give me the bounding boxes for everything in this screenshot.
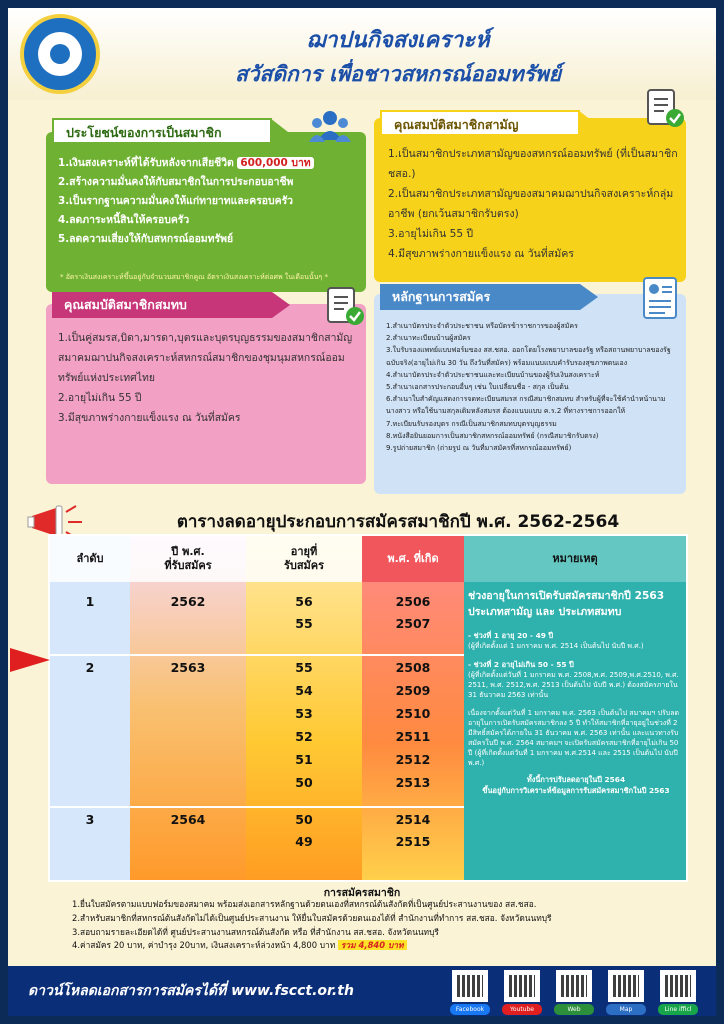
remarks-range-1-detail: (ผู้ที่เกิดตั้งแต่ 1 มกราคม พ.ศ. 2514 เป็นต้นไป นับปี พ.ศ.) [468, 642, 644, 650]
list-item: 1.เป็นคู่สมรส,บิดา,มารดา,บุตรและบุตรบุญธรรมของสมาชิกสามัญสมาคมฌาปนกิจสงเคราะห์สหกรณ์สมาชิกของชุมนุมสหกรณ์ออมทรัพย์แห่งประเทศไทย [58, 332, 353, 384]
row-divider [50, 806, 464, 808]
remarks-range-1: - ช่วงที่ 1 อายุ 20 - 49 ปี [468, 631, 554, 640]
associate-heading: คุณสมบัติสมาชิกสมทบ [52, 292, 272, 318]
row-rank: 3 [85, 812, 95, 827]
document-form-icon [638, 276, 682, 320]
line-qr-code-icon[interactable] [660, 970, 696, 1002]
poster [8, 8, 716, 1016]
list-item: 3.มีสุขภาพร่างกายแข็งแรง ณ วันที่สมัคร [58, 412, 241, 424]
list-item: 8.หนังสือยินยอมการเป็นสมาชิกสหกรณ์ออมทรัพย์ (กรณีสมาชิกรับตรง) [386, 431, 599, 440]
table-title: ตารางลดอายุประกอบการสมัครสมาชิกปี พ.ศ. 2562-2564 [176, 512, 620, 532]
list-item: 6.สำเนาใบสำคัญแสดงการจดทะเบียนสมรส กรณีสมาชิกสมทบ สำหรับผู้ที่จะใช้คำนำหน้านาม นางสาว หรือใช้นามสกุลเดิมหลังสมรส ต้องแนบแบบ ค.ร.2 ที่ทางราชการออกให้ [386, 395, 666, 416]
red-arrow-icon [10, 648, 50, 672]
youtube-qr-code-icon[interactable] [504, 970, 540, 1002]
list-item: 5.ลดความเสี่ยงให้กับสหกรณ์ออมทรัพย์ [58, 233, 234, 245]
benefits-card [46, 125, 366, 292]
ordinary-list [388, 144, 678, 264]
associate-list [58, 328, 358, 428]
column-header-birth-year: พ.ศ. ที่เกิด [362, 536, 464, 582]
column-header-year: ปี พ.ศ. ที่รับสมัคร [164, 545, 212, 572]
row-divider [50, 654, 464, 656]
apply-heading: การสมัครสมาชิก [323, 887, 401, 899]
list-item: 2.อายุไม่เกิน 55 ปี [58, 392, 142, 404]
list-item: 3.อายุไม่เกิน 55 ปี [388, 228, 474, 240]
row-rank: 1 [85, 594, 95, 609]
table-header [50, 536, 686, 582]
remarks-conclusion-1: ทั้งนี้การปรับลดอายุในปี 2564 [526, 775, 626, 784]
association-logo-icon [20, 14, 100, 94]
list-item: 2.เป็นสมาชิกประเภทสามัญของสมาคมฌาปนกิจสงเคราะห์กลุ่มอาชีพ (ยกเว้นสมาชิกรับตรง) [388, 188, 674, 220]
list-item: 9.รูปถ่ายสมาชิก (ถ่ายรูป ณ วันที่มาสมัครที่สหกรณ์ออมทรัพย์) [386, 444, 572, 453]
row-age: 50 [295, 775, 313, 790]
remarks-conclusion-2: ขึ้นอยู่กับการวิเคราะห์ข้อมูลการรับสมัครสมาชิกในปี 2563 [482, 786, 670, 795]
ordinary-heading: คุณสมบัติสมาชิกสามัญ [380, 110, 580, 136]
row-age: 55 [295, 660, 313, 675]
list-item: 1.เป็นสมาชิกประเภทสามัญของสหกรณ์ออมทรัพย์ (ที่เป็นสมาชิก ชสอ.) [388, 148, 678, 180]
list-item: 2.สร้างความมั่นคงให้กับสมาชิกในการประกอบอาชีพ [58, 176, 294, 188]
list-item: 3.เป็นรากฐานความมั่นคงให้แก่ทายาทและครอบครัว [58, 195, 293, 207]
row-birth-year: 2515 [395, 834, 431, 849]
row-age: 49 [295, 834, 313, 849]
facebook-qr-code-icon[interactable] [452, 970, 488, 1002]
checklist-icon [322, 284, 366, 328]
row-year: 2564 [170, 812, 206, 827]
list-item: 4.มีสุขภาพร่างกายแข็งแรง ณ วันที่สมัคร [388, 248, 574, 260]
remarks-heading: ช่วงอายุในการเปิดรับสมัครสมาชิกปี 2563 ประเภทสามัญ และ ประเภทสมทบ [468, 590, 665, 618]
list-item: 7.ทะเบียนรับรองบุตร กรณีเป็นสมาชิกสมทบบุตรบุญธรรม [386, 419, 557, 428]
checklist-icon [642, 86, 686, 130]
qr-label: Facebook [450, 1004, 490, 1015]
row-age: 56 [295, 594, 313, 609]
remarks-explanation: เนื่องจากตั้งแต่วันที่ 1 มกราคม พ.ศ. 2563 เป็นต้นไป สมาคมฯ ปรับลดอายุในการเปิดรับสมัครสมาชิกลง 5 ปี ทำให้สมาชิกที่อายุอยู่ในช่วงที่ 2 มีสิทธิ์สมัครได้ภายใน 31 ธันวาคม พ.ศ. 2563 เท่านั้น และแนวทางรับสมัครในปี พ.ศ. 2564 สมาคมฯ จะเปิดรับสมัครสมาชิกที่อายุไม่เกิน 50 ปี (ผู้ที่เกิดตั้งแต่วันที่ 1 มกราคม พ.ศ.2514 และ 2515 เป็นต้นไป นับปี พ.ศ.) [468, 709, 680, 767]
qr-label: Map [606, 1004, 646, 1015]
qr-label: Youtube [502, 1004, 542, 1015]
page-subtitle: สวัสดิการ เพื่อชาวสหกรณ์ออมทรัพย์ [234, 62, 562, 86]
associate-member-card [46, 297, 366, 484]
list-item: 1.ยื่นใบสมัครตามแบบฟอร์มของสมาคม พร้อมส่งเอกสารหลักฐานด้วยตนเองที่สหกรณ์ต้นสังกัดที่เป็นศูนย์ประสานงานของ สส.ชสอ. [72, 899, 537, 909]
age-table [48, 534, 688, 882]
map-qr-code-icon[interactable] [608, 970, 644, 1002]
row-age: 52 [295, 729, 313, 744]
row-age: 51 [295, 752, 313, 767]
list-item: 4.สำเนาบัตรประจำตัวประชาชนและทะเบียนบ้านของผู้รับเงินสงเคราะห์ [386, 370, 600, 379]
download-link[interactable]: ดาวน์โหลดเอกสารการสมัครได้ที่ www.fscct.or.th [28, 983, 354, 999]
list-item: 2.สำหรับสมาชิกที่สหกรณ์ต้นสังกัดไม่ได้เป็นศูนย์ประสานงาน ให้ยื่นใบสมัครด้วยตนเองได้ที่ สำนักงานที่ทำการ สส.ชสอ. จังหวัดนนทบุรี [72, 912, 552, 923]
benefits-heading: ประโยชน์ของการเป็นสมาชิก [52, 118, 272, 144]
web-qr-code-icon[interactable] [556, 970, 592, 1002]
row-birth-year: 2509 [395, 683, 431, 698]
evidence-heading: หลักฐานการสมัคร [380, 284, 580, 310]
column-header-rank: ลำดับ [76, 552, 104, 565]
list-item: 4.ลดภาระหนี้สินให้ครอบครัว [58, 214, 190, 226]
list-item: 3.สอบถามรายละเอียดได้ที่ ศูนย์ประสานงานสหกรณ์ต้นสังกัด หรือ ที่สำนักงาน สส.ชสอ. จังหวัดนนทบุรี [72, 926, 439, 937]
apply-list [72, 898, 712, 953]
row-age: 55 [295, 616, 313, 631]
row-birth-year: 2511 [395, 729, 431, 744]
row-birth-year: 2507 [395, 616, 431, 631]
row-birth-year: 2510 [395, 706, 431, 721]
page-title: ฌาปนกิจสงเคราะห์ [306, 28, 490, 53]
qr-label: Web [554, 1004, 594, 1015]
list-item: 1.เงินสงเคราะห์ที่ได้รับหลังจากเสียชีวิต 600,000 บาท [58, 154, 358, 173]
row-year: 2562 [170, 594, 206, 609]
row-age: 54 [295, 683, 313, 698]
ordinary-member-card [374, 118, 686, 282]
remarks-range-2-detail: (ผู้ที่เกิดตั้งแต่วันที่ 1 มกราคม พ.ศ. 2508,พ.ศ. 2509,พ.ศ.2510, พ.ศ. 2511, พ.ศ. 2512,พ.ศ. 2513 เป็นต้นไป นับปี พ.ศ.) ต้องสมัครภายใน 31 ธันวาคม 2563 เท่านั้น [468, 671, 679, 699]
benefits-note: * อัตราเงินสงเคราะห์ขึ้นอยู่กับจำนวนสมาชิกคูณ อัตราเงินสงเคราะห์ต่อศพ ในเดือนนั้นๆ * [60, 273, 328, 281]
column-header-remarks: หมายเหตุ [464, 536, 686, 582]
remarks [468, 588, 684, 796]
row-birth-year: 2506 [395, 594, 431, 609]
row-birth-year: 2514 [395, 812, 431, 827]
row-birth-year: 2508 [395, 660, 431, 675]
list-item: 5.สำเนาเอกสารประกอบอื่นๆ เช่น ใบเปลี่ยนชื่อ - สกุล เป็นต้น [386, 383, 569, 392]
row-age: 50 [295, 812, 313, 827]
column-header-age: อายุที่ รับสมัคร [283, 545, 325, 572]
row-birth-year: 2513 [395, 775, 431, 790]
qr-label: Line ifficl [658, 1004, 698, 1015]
header [8, 8, 716, 100]
row-age: 53 [295, 706, 313, 721]
list-item: 2.สำเนาทะเบียนบ้านผู้สมัคร [386, 334, 471, 343]
footer [8, 966, 716, 1016]
row-rank: 2 [85, 660, 95, 675]
evidence-list [386, 320, 678, 454]
evidence-card [374, 289, 686, 494]
people-icon [308, 106, 352, 150]
row-year: 2563 [170, 660, 206, 675]
benefit-amount: 600,000 บาท [237, 157, 313, 169]
total-fee: รวม 4,840 บาท [338, 940, 407, 950]
row-birth-year: 2512 [395, 752, 431, 767]
list-item: 1.สำเนาบัตรประจำตัวประชาชน หรือบัตรข้าราชการของผู้สมัคร [386, 322, 578, 330]
list-item: 4.ค่าสมัคร 20 บาท, ค่าบำรุง 20บาท, เงินสงเคราะห์ล่วงหน้า 4,800 บาท รวม 4,840 บาท [72, 939, 712, 953]
benefits-list [58, 154, 358, 249]
remarks-range-2: - ช่วงที่ 2 อายุไม่เกิน 50 - 55 ปี [468, 660, 574, 669]
list-item: 3.ใบรับรองแพทย์แบบฟอร์มของ สส.ชสอ. ออกโดยโรงพยาบาลของรัฐ หรือสถานพยาบาลของรัฐฉบับจริง(อายุไม่เกิน 30 วัน ถึงวันที่สมัคร) พร้อมแนบแบบคำรับรองสุขภาพตนเอง [386, 346, 671, 367]
